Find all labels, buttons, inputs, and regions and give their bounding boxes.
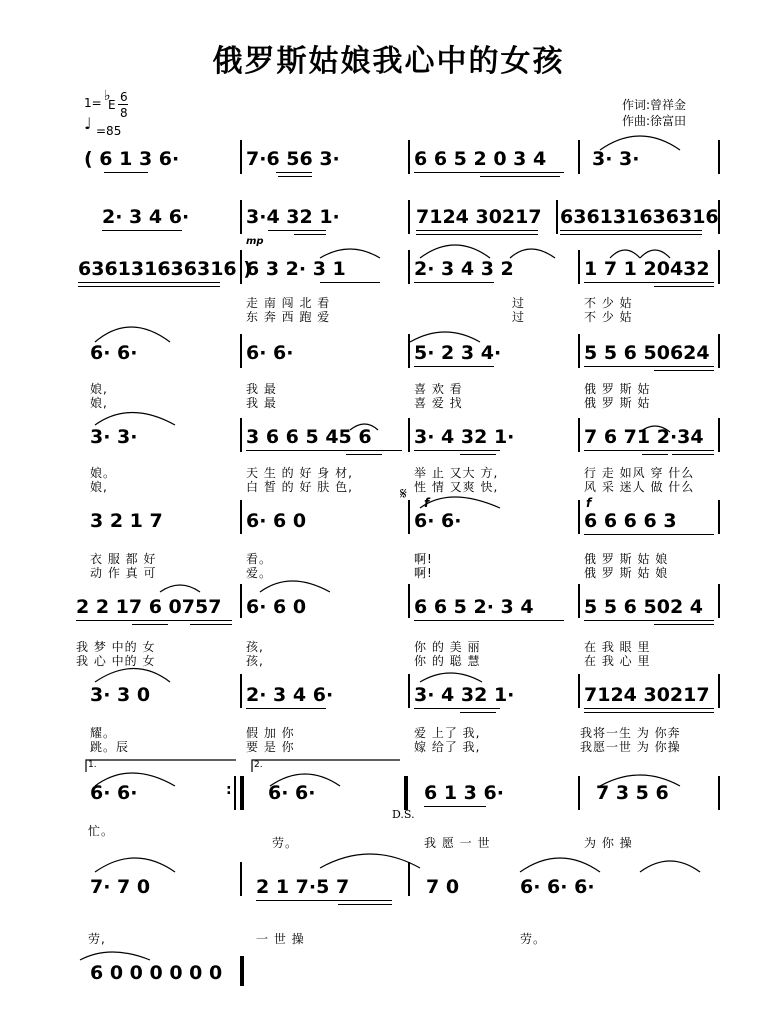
measure-notes: 5 5 6 502 4 (584, 596, 704, 618)
lyric-line-2: 白 皙 的 好 肤 色, (246, 480, 353, 494)
dynamic-f: f (586, 496, 592, 510)
slur (160, 585, 200, 592)
measure-notes: 6 1 3 6· (424, 782, 504, 804)
lyric-line-1: 忙。 (88, 824, 115, 838)
measure-notes: 2 2 17 6 0757 (76, 596, 222, 618)
lyric-line-2: 动 作 真 可 (90, 566, 157, 580)
measure-notes: 1 7 1 20432 (584, 258, 710, 280)
lyric-line-2: 喜 爱 找 (414, 396, 463, 410)
slur (95, 327, 170, 342)
measure-notes: ( 6 1 3 6· (84, 148, 180, 170)
lyric-line-1: 行 走 如风 穿 什么 (584, 466, 695, 480)
lyric-line-1: 娘, (90, 382, 108, 396)
measure-notes: 2· 3 4 6· (246, 684, 334, 706)
measure-notes: 2· 3 4 3 2 (414, 258, 514, 280)
measure-notes: 7 3 5 6 (596, 782, 669, 804)
meter-bottom: 8 (120, 106, 128, 120)
slur (320, 854, 420, 868)
flat-sign: ♭ (104, 88, 111, 104)
slur (420, 673, 482, 682)
lyric-line-2: 在 我 心 里 (584, 654, 651, 668)
measure-notes: 6 3 2· 3 1 (246, 258, 346, 280)
song-title: 俄罗斯姑娘我心中的女孩 (212, 44, 565, 79)
lyric-line-1: 耀。 (90, 726, 117, 740)
lyric-line-1: 我 最 (246, 382, 277, 396)
lyric-line-1: 娘。 (90, 466, 117, 480)
measure-notes: 636131636316 (560, 206, 719, 228)
lyric-line-2: 孩, (246, 654, 264, 668)
measure-notes: 6· 6· 6· (520, 876, 595, 898)
lyric-line-1: 走 南 闯 北 看 (246, 296, 331, 310)
measure-notes: 7 0 (426, 876, 460, 898)
measure-notes: 3 6 6 5 45 6 (246, 426, 372, 448)
measure-notes: 6· 6· (268, 782, 316, 804)
lyric-line-2: 你 的 聪 慧 (414, 654, 481, 668)
dynamic-mp: mp (246, 236, 264, 247)
measure-notes: 7 6 71 2·34 (584, 426, 704, 448)
meter-top: 6 (120, 90, 128, 104)
lyric-line-1: 不 少 姑 (584, 296, 633, 310)
slur (640, 861, 700, 872)
segno-icon: 𝄋 (400, 484, 407, 503)
measure-notes: 5 5 6 50624 (584, 342, 710, 364)
slur (420, 245, 490, 258)
measure-notes: 3· 4 32 1· (414, 426, 515, 448)
slur (260, 581, 330, 592)
volta-1-label: 1. (88, 760, 97, 770)
key-tonic: E (108, 98, 116, 112)
lyric-line-1: 为 你 操 (584, 836, 633, 850)
lyric-line-2: 娘, (90, 480, 108, 494)
measure-notes: 3·4 32 1· (246, 206, 340, 228)
lyric-line-2: 我 心 中的 女 (76, 654, 156, 668)
lyric-line-2: 要 是 你 (246, 740, 295, 754)
measure-notes: 2 1 7·5 7 (256, 876, 350, 898)
lyric-line-1: 俄 罗 斯 姑 (584, 382, 651, 396)
measure-notes: 6 6 6 6 3 (584, 510, 677, 532)
measure-notes: 5· 2 3 4· (414, 342, 502, 364)
measure-notes: 3· 4 32 1· (414, 684, 515, 706)
key-do: 1= (84, 96, 102, 110)
lyric-line-1: 劳。 (272, 836, 299, 850)
slur (95, 413, 175, 426)
lyric-line-2: 我愿一世 为 你操 (580, 740, 681, 754)
lyric-line-2: 爱。 (246, 566, 273, 580)
measure-notes: 3· 3· (592, 148, 640, 170)
lyric-line-1: 孩, (246, 640, 264, 654)
slur (510, 249, 555, 258)
composer-credit: 作曲:徐富田 (622, 114, 687, 128)
lyric-line-2: 嫁 给了 我, (414, 740, 481, 754)
measure-notes: 6· 6· (414, 510, 462, 532)
measure-notes: 7124 30217 (416, 206, 542, 228)
lyric-line-1: 爱 上了 我, (414, 726, 481, 740)
measure-notes: 7· 7 0 (90, 876, 151, 898)
lyric-line-2: 东 奔 西 跑 爱 (246, 310, 331, 324)
tempo-value: =85 (96, 124, 122, 138)
dynamic-f: f (424, 496, 430, 510)
volta-2-bracket (252, 760, 400, 772)
lyric-line-2: 俄 罗 斯 姑 娘 (584, 566, 669, 580)
lyric-line-1: 你 的 美 丽 (414, 640, 481, 654)
lyric-line-1: 劳。 (520, 932, 547, 946)
lyric-line-1: 喜 欢 看 (414, 382, 463, 396)
slur (420, 497, 500, 508)
measure-notes: 3· 3 0 (90, 684, 151, 706)
lyric-line-2: 啊! (414, 566, 433, 580)
measure-notes: 6· 6· (90, 782, 138, 804)
lyric-line-1: 过 (512, 296, 526, 310)
measure-notes: 7·6 56 3· (246, 148, 340, 170)
measure-notes: 3· 3· (90, 426, 138, 448)
lyric-line-1: 我将一生 为 你奔 (580, 726, 681, 740)
lyric-line-1: 我 愿 一 世 (424, 836, 491, 850)
measure-notes: 7124 30217 (584, 684, 710, 706)
lyric-line-1: 举 止 又大 方, (414, 466, 499, 480)
lyric-line-2: 不 少 姑 (584, 310, 633, 324)
slur (95, 669, 170, 683)
lyric-line-1: 一 世 操 (256, 932, 305, 946)
volta-1-bracket (86, 760, 236, 772)
slur (95, 858, 175, 872)
measure-notes: 3 2 1 7 (90, 510, 163, 532)
lyric-line-1: 我 梦 中的 女 (76, 640, 156, 654)
lyric-line-1: 啊! (414, 552, 433, 566)
lyric-line-1: 劳, (88, 932, 106, 946)
slur (610, 250, 640, 258)
slur (80, 952, 150, 960)
lyric-line-2: 过 (512, 310, 526, 324)
quarter-note-icon: ♩ (84, 114, 92, 133)
measure-notes: 2· 3 4 6· (102, 206, 190, 228)
measure-notes: 6· 6· (246, 342, 294, 364)
measure-notes: 6 6 5 2 0 3 4 (414, 148, 547, 170)
slur (410, 332, 480, 342)
lyric-line-2: 跳。辰 (90, 740, 130, 754)
lyric-line-1: 假 加 你 (246, 726, 295, 740)
lyricist-credit: 作词:曾祥金 (622, 98, 687, 112)
lyric-line-1: 衣 服 都 好 (90, 552, 157, 566)
lyric-line-1: 看。 (246, 552, 273, 566)
measure-notes: 6· 6· (90, 342, 138, 364)
lyric-line-2: 娘, (90, 396, 108, 410)
slur (520, 858, 600, 872)
measure-notes: 6· 6 0 (246, 510, 307, 532)
measure-notes: 636131636316 ) (78, 258, 252, 280)
lyric-line-1: 俄 罗 斯 姑 娘 (584, 552, 669, 566)
lyric-line-2: 俄 罗 斯 姑 (584, 396, 651, 410)
slur (320, 249, 380, 258)
measure-notes: 6· 6 0 (246, 596, 307, 618)
lyric-line-2: 性 情 又爽 快, (414, 480, 499, 494)
measure-notes: 6 0 0 0 0 0 0 (90, 962, 223, 984)
lyric-line-2: 我 最 (246, 396, 277, 410)
lyric-line-1: 天 生 的 好 身 材, (246, 466, 353, 480)
lyric-line-2: 风 采 迷人 做 什么 (584, 480, 695, 494)
lyric-line-1: 在 我 眼 里 (584, 640, 651, 654)
ds-marking: D.S. (392, 808, 415, 821)
slur (640, 250, 670, 258)
measure-notes: 6 6 5 2· 3 4 (414, 596, 534, 618)
volta-2-label: 2. (254, 760, 263, 770)
